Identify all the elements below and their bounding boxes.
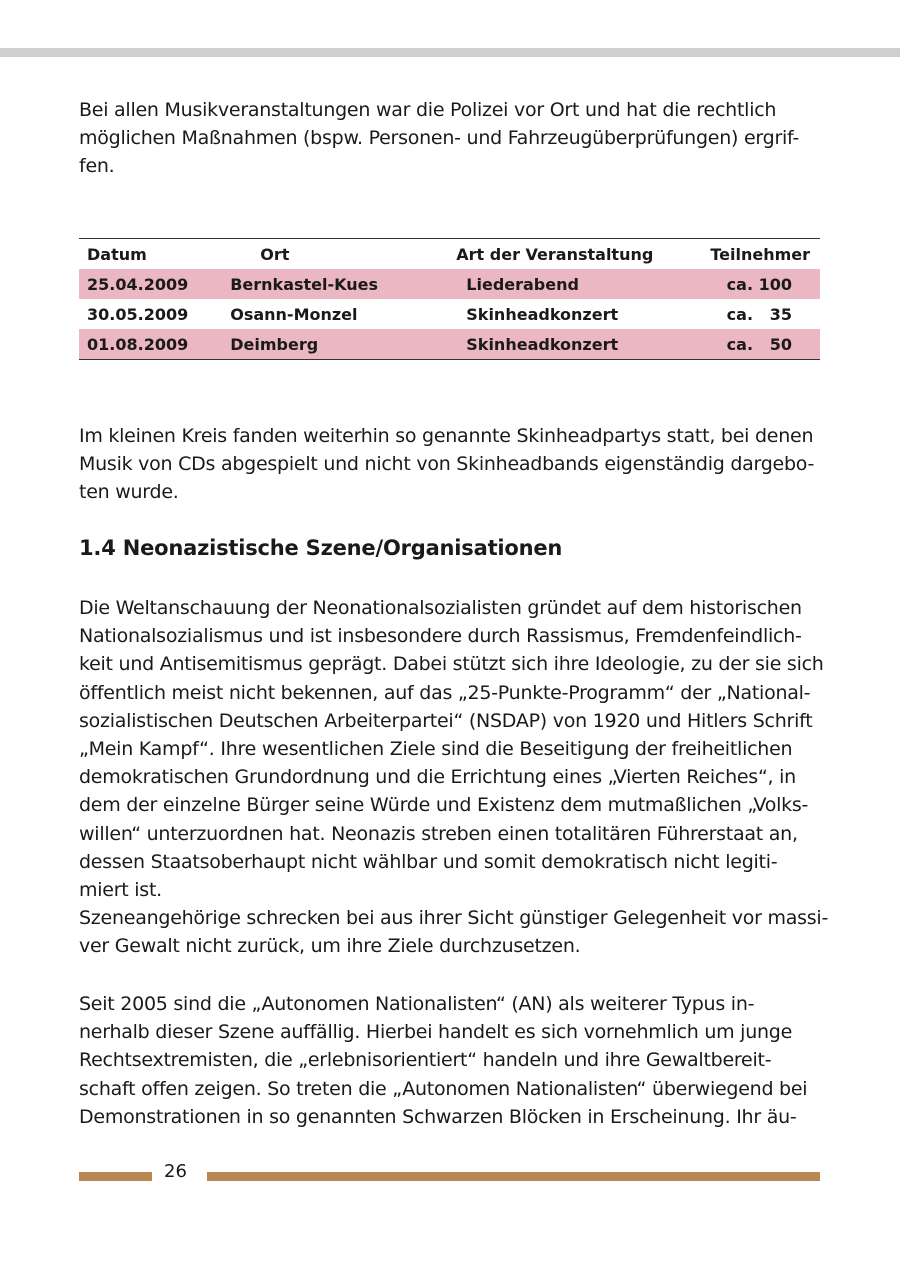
column-header-participants: Teilnehmer [710,244,810,264]
cell-event-type: Skinheadkonzert [456,329,710,360]
second-paragraph [79,422,814,507]
table-row [79,299,820,329]
text-line: Szeneangehörige schrecken bei aus ihrer Sicht günstiger Gelegenheit vor massi- [79,907,829,930]
cell-date: 01.08.2009 [79,329,230,360]
text-line: möglichen Maßnahmen (bspw. Personen- und Fahrzeugüberprüfungen) ergrif- [79,127,800,150]
section-heading: 1.4 Neonazistische Szene/Organisationen [79,536,563,560]
intro-paragraph [79,96,799,181]
column-header-place: Ort [260,244,290,264]
events-table [79,238,820,360]
text-line: Demonstrationen in so genannten Schwarzen Blöcken in Erscheinung. Ihr äu- [79,1105,797,1128]
footer-bar-right [207,1172,820,1181]
text-line: Nationalsozialismus und ist insbesondere durch Rassismus, Fremdenfeindlich- [79,625,802,648]
top-rule [0,48,900,57]
text-line: keit und Antisemitismus geprägt. Dabei stützt sich ihre Ideologie, zu der sie sich [79,653,824,676]
text-line: Rechtsextremisten, die „erlebnisorientiert“ handeln und ihre Gewaltbereit- [79,1049,772,1072]
text-line: Musik von CDs abgespielt und nicht von Skinheadbands eigenständig dargebo- [79,453,815,476]
text-line: dessen Staatsoberhaupt nicht wählbar und somit demokratisch nicht legiti- [79,850,778,873]
text-line: öffentlich meist nicht bekennen, auf das „25-Punkte-Programm“ der „National- [79,681,811,704]
cell-date: 25.04.2009 [79,269,230,299]
cell-participants: ca. 35 [726,304,792,324]
cell-participants: ca. 100 [710,269,820,299]
text-line: nerhalb dieser Szene auffällig. Hierbei handelt es sich vornehmlich um junge [79,1021,793,1044]
text-line: Die Weltanschauung der Neonationalsozialisten gründet auf dem historischen [79,597,802,619]
text-line: fen. [79,155,115,178]
cell-place: Bernkastel-Kues [230,269,456,299]
cell-event-type: Skinheadkonzert [466,304,619,324]
column-header-event-type: Art der Veranstaltung [456,244,654,264]
cell-place: Deimberg [230,329,456,360]
cell-participants: ca. 50 [710,329,820,360]
page-number: 26 [164,1161,187,1182]
text-line: dem der einzelne Bürger seine Würde und Existenz dem mutmaßlichen „Volks- [79,794,809,817]
footer-bar-left [79,1172,152,1181]
text-line: sozialistischen Deutschen Arbeiterpartei“ (NSDAP) von 1920 und Hitlers Schrift [79,709,813,732]
text-line: ver Gewalt nicht zurück, um ihre Ziele durchzusetzen. [79,935,581,958]
table-row [79,329,820,360]
table-row [79,269,820,299]
text-line: „Mein Kampf“. Ihre wesentlichen Ziele sind die Beseitigung der freiheitlichen [79,738,793,761]
cell-place: Osann-Monzel [230,304,358,324]
text-line: willen“ unterzuordnen hat. Neonazis streben einen totalitären Führerstaat an, [79,822,798,845]
table-header-row [79,239,820,270]
third-paragraph [79,594,828,961]
cell-date: 30.05.2009 [87,304,189,324]
text-line: Bei allen Musikveranstaltungen war die Polizei vor Ort und hat die rechtlich [79,99,777,121]
text-line: schaft offen zeigen. So treten die „Autonomen Nationalisten“ überwiegend bei [79,1077,808,1100]
column-header-date: Datum [87,244,147,264]
text-line: demokratischen Grundordnung und die Errichtung eines „Vierten Reiches“, in [79,766,796,789]
text-line: ten wurde. [79,481,179,504]
text-line: Seit 2005 sind die „Autonomen Nationalisten“ (AN) als weiterer Typus in- [79,993,755,1015]
text-line: miert ist. [79,879,162,902]
cell-event-type: Liederabend [456,269,710,299]
fourth-paragraph [79,990,807,1131]
text-line: Im kleinen Kreis fanden weiterhin so genannte Skinheadpartys statt, bei denen [79,425,814,447]
